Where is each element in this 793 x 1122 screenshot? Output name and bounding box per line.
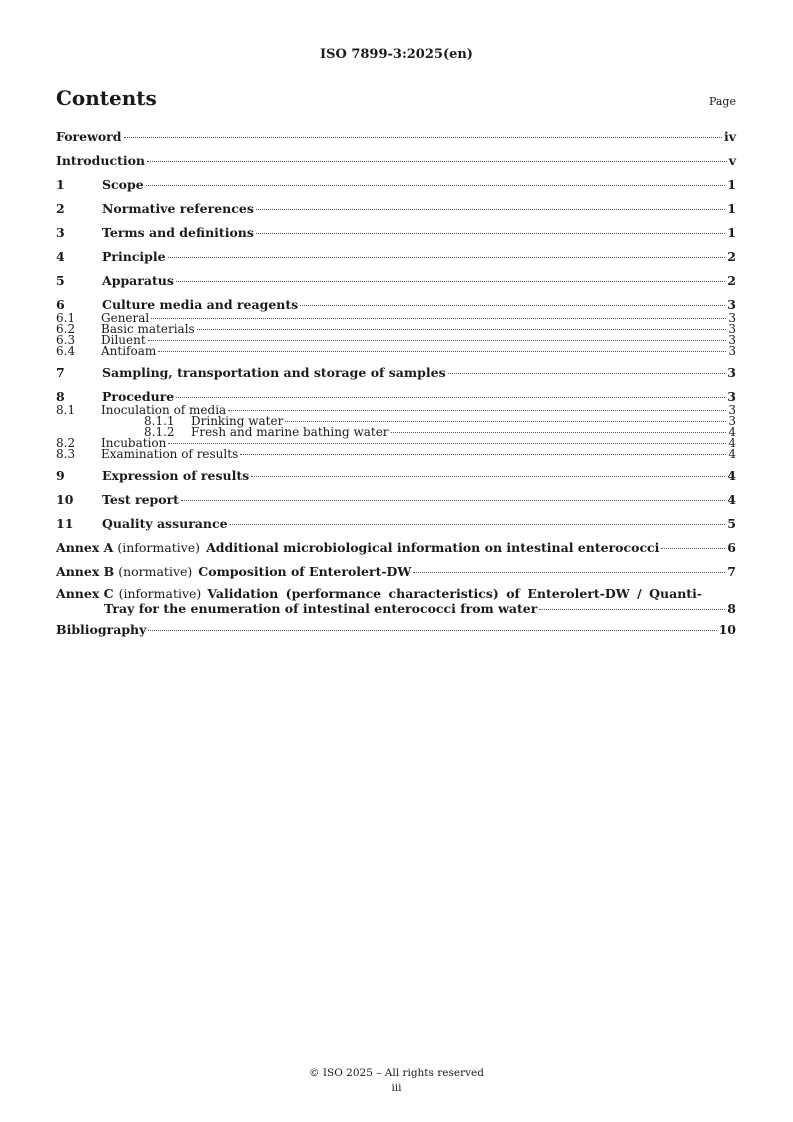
- toc-page: 3: [727, 297, 736, 312]
- toc-number: 6.1: [56, 311, 76, 325]
- toc-page: 3: [727, 389, 736, 404]
- toc-number: 3: [56, 225, 65, 240]
- toc-number: 11: [56, 516, 74, 531]
- toc-page: 4: [728, 425, 736, 439]
- toc-leader: [158, 351, 726, 352]
- toc-number: 1: [56, 177, 65, 192]
- page-column-label: Page: [708, 95, 736, 108]
- toc-label: Terms and definitions: [102, 225, 254, 240]
- toc-number: 10: [56, 492, 74, 507]
- annex-kind: (normative): [118, 564, 193, 579]
- toc-label: Procedure: [102, 389, 175, 404]
- toc-label: Sampling, transportation and storage of samples: [102, 365, 446, 380]
- toc-leader: [168, 257, 726, 258]
- annex-c-text: [56, 586, 736, 616]
- toc-entry-annex-c[interactable]: [56, 586, 736, 616]
- toc-leader: [197, 329, 727, 330]
- page-title: Contents: [56, 86, 157, 110]
- toc-page: 4: [727, 468, 736, 483]
- toc-label: Bibliography: [56, 622, 147, 637]
- toc-entry-section-6[interactable]: [56, 296, 736, 313]
- toc-entry-section-4[interactable]: [56, 248, 736, 265]
- toc-page: 3: [728, 414, 736, 428]
- toc-label: Introduction: [56, 153, 146, 168]
- annex-name: Annex A: [56, 540, 114, 555]
- toc-label: Fresh and marine bathing water: [191, 425, 389, 439]
- toc-page: 4: [728, 447, 736, 461]
- toc-leader: [151, 318, 726, 319]
- toc-label: Culture media and reagents: [102, 297, 299, 312]
- toc-number: 8.1.2: [144, 425, 175, 439]
- toc-leader: [539, 609, 725, 610]
- toc-page: 1: [727, 177, 736, 192]
- toc-entry-section-1[interactable]: [56, 176, 736, 193]
- toc-page: 3: [728, 344, 736, 358]
- annex-kind: (informative): [117, 540, 201, 555]
- toc-number: 8.1: [56, 403, 76, 417]
- annex-c-line-2: [56, 601, 736, 616]
- toc-label: Basic materials: [101, 322, 195, 336]
- document-id-header: ISO 7899-3:2025(en): [320, 47, 473, 62]
- toc-label: Additional microbiological information on intestinal enterococci: [206, 540, 660, 555]
- toc-number: 6: [56, 297, 65, 312]
- toc-entry-section-9[interactable]: [56, 467, 736, 484]
- toc-number: 6.4: [56, 344, 76, 358]
- toc-number: 8: [56, 389, 65, 404]
- toc-leader: [661, 548, 725, 549]
- toc-leader: [413, 572, 725, 573]
- toc-label: Foreword: [56, 129, 122, 144]
- toc-label: Apparatus: [102, 273, 174, 288]
- toc-page: 3: [728, 333, 736, 347]
- toc-leader: [147, 161, 727, 162]
- toc-leader: [124, 137, 722, 138]
- toc-leader: [176, 281, 725, 282]
- toc-page: 7: [727, 564, 736, 579]
- toc-leader: [228, 410, 726, 411]
- toc-page: 10: [718, 622, 736, 637]
- toc-number: 2: [56, 201, 65, 216]
- toc-leader: [391, 432, 727, 433]
- toc-label: Drinking water: [191, 414, 284, 428]
- toc-number: 8.2: [56, 436, 76, 450]
- toc-number: 7: [56, 365, 65, 380]
- toc-page: 1: [727, 201, 736, 216]
- copyright-notice: © ISO 2025 – All rights reserved: [309, 1067, 484, 1079]
- toc-label: Normative references: [102, 201, 254, 216]
- toc-page: 3: [728, 311, 736, 325]
- toc-entry-section-6-2[interactable]: [56, 324, 736, 335]
- toc-leader: [256, 233, 725, 234]
- toc-page: 6: [727, 540, 736, 555]
- toc-page: 4: [727, 492, 736, 507]
- contents-title-row: [56, 86, 736, 110]
- toc-label: Principle: [102, 249, 166, 264]
- toc-entry-introduction[interactable]: [56, 152, 736, 169]
- toc-entry-section-6-3[interactable]: [56, 335, 736, 346]
- toc-leader: [240, 454, 726, 455]
- toc-label: Inoculation of media: [101, 403, 227, 417]
- toc-number: 6.2: [56, 322, 76, 336]
- toc-page: 2: [727, 273, 736, 288]
- toc-entry-section-7[interactable]: [56, 364, 736, 381]
- toc-page: iv: [723, 129, 736, 144]
- toc-label: Incubation: [101, 436, 167, 450]
- toc-page: 3: [727, 365, 736, 380]
- toc-leader: [146, 185, 726, 186]
- toc-leader: [230, 524, 726, 525]
- toc-entry-annex-a[interactable]: [56, 539, 736, 556]
- toc-label: Diluent: [101, 333, 146, 347]
- annex-c-line-1: [56, 586, 736, 601]
- toc-label: Scope: [102, 177, 144, 192]
- toc-number: 9: [56, 468, 65, 483]
- toc-number: 8.1.1: [144, 414, 175, 428]
- toc-page: 4: [728, 436, 736, 450]
- annex-name: Annex C: [56, 586, 114, 601]
- toc-leader: [148, 340, 727, 341]
- annex-kind: (informative): [118, 586, 202, 601]
- toc-page: 5: [727, 516, 736, 531]
- toc-entry-section-10[interactable]: [56, 491, 736, 508]
- toc-entry-section-3[interactable]: [56, 224, 736, 241]
- toc-number: 5: [56, 273, 65, 288]
- toc-page: 8: [727, 601, 736, 616]
- page-number: iii: [391, 1082, 402, 1094]
- toc-label: Quality assurance: [102, 516, 228, 531]
- toc-leader: [176, 397, 725, 398]
- toc-entry-bibliography[interactable]: [56, 621, 736, 638]
- toc-label: Antifoam: [101, 344, 157, 358]
- toc-label: Composition of Enterolert-DW: [198, 564, 412, 579]
- toc-entry-section-2[interactable]: [56, 200, 736, 217]
- toc-entry-section-11[interactable]: [56, 515, 736, 532]
- toc-leader: [148, 630, 716, 631]
- toc-label: General: [101, 311, 150, 325]
- toc-number: 8.3: [56, 447, 76, 461]
- toc-page: 3: [728, 403, 736, 417]
- toc-page: 2: [727, 249, 736, 264]
- toc-entry-section-8-3[interactable]: [56, 449, 736, 460]
- toc-leader: [181, 500, 725, 501]
- toc-entry-annex-b[interactable]: [56, 563, 736, 580]
- toc-entry-foreword[interactable]: [56, 128, 736, 145]
- toc-entry-section-6-4[interactable]: [56, 346, 736, 357]
- toc-page: v: [728, 153, 736, 168]
- toc-number: 4: [56, 249, 65, 264]
- page-footer: [0, 1066, 793, 1096]
- toc-leader: [448, 373, 726, 374]
- toc-number: 6.3: [56, 333, 76, 347]
- toc-entry-section-5[interactable]: [56, 272, 736, 289]
- toc-leader: [251, 476, 725, 477]
- toc-leader: [256, 209, 725, 210]
- toc-leader: [285, 421, 726, 422]
- toc-label: Examination of results: [101, 447, 239, 461]
- annex-name: Annex B: [56, 564, 115, 579]
- table-of-contents: [56, 128, 736, 638]
- toc-leader: [168, 443, 726, 444]
- toc-label: Expression of results: [102, 468, 250, 483]
- toc-label: Test report: [102, 492, 179, 507]
- toc-page: 1: [727, 225, 736, 240]
- toc-page: 3: [728, 322, 736, 336]
- toc-label-line-1: Validation (performance characteristics) of Enterolert-DW / Quanti-: [207, 586, 702, 601]
- toc-label-line-2: Tray for the enumeration of intestinal enterococci from water: [104, 601, 538, 616]
- toc-leader: [300, 305, 725, 306]
